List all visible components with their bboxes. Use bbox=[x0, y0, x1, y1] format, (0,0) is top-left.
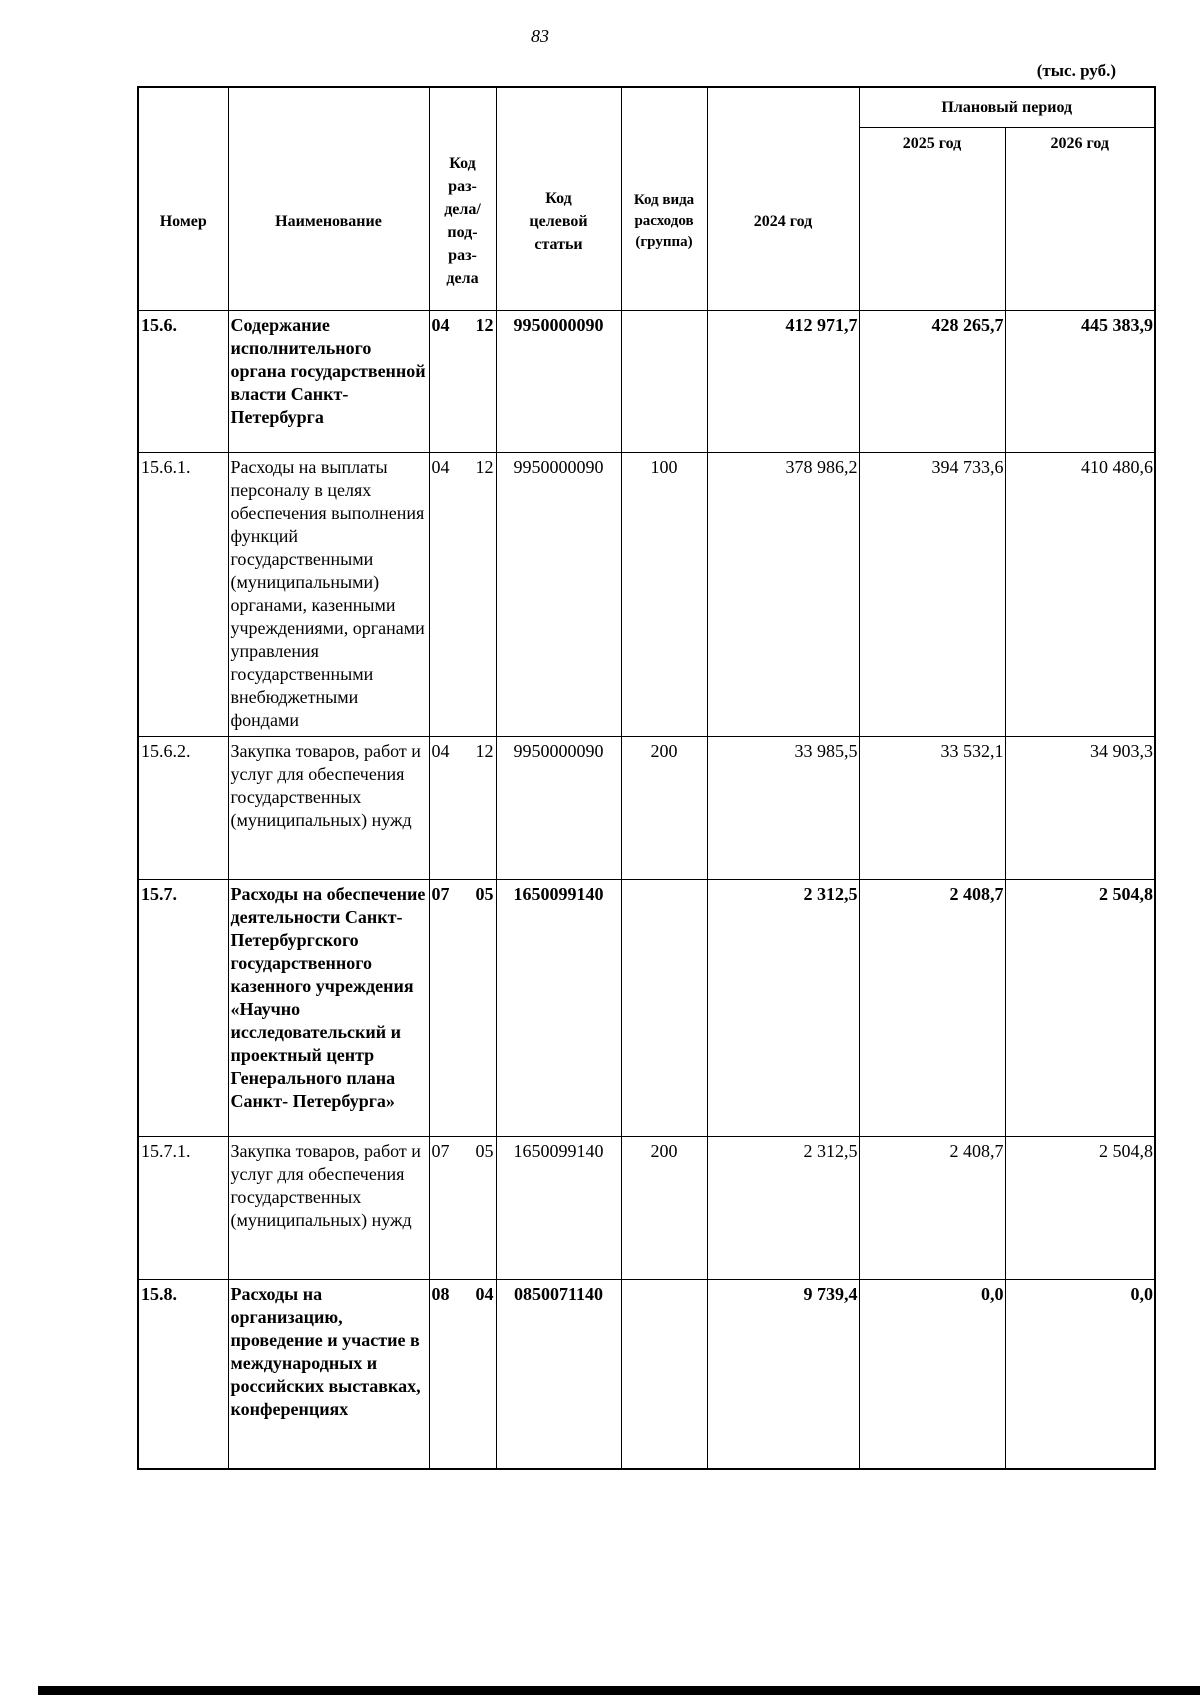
header-expense-type: Код вида расходов (группа) bbox=[621, 87, 707, 310]
section-code: 04 bbox=[431, 456, 450, 477]
subsection-code: 12 bbox=[475, 314, 494, 335]
row-amount-2024: 9 739,4 bbox=[707, 1279, 859, 1469]
header-target-code: Код целевой статьи bbox=[496, 87, 621, 310]
section-code: 04 bbox=[431, 314, 450, 335]
subsection-code: 04 bbox=[475, 1283, 494, 1304]
row-target-code: 9950000090 bbox=[496, 736, 621, 879]
row-name: Расходы на организацию, проведение и участие в международных и российских выставках, конференциях bbox=[228, 1279, 429, 1469]
row-name: Расходы на обеспечение деятельности Санкт-Петербургского государственного казенного учреждения «Научно исследовательский и проектный центр Генерального плана Санкт- Петербурга» bbox=[228, 879, 429, 1136]
row-expense-group bbox=[621, 879, 707, 1136]
table-row bbox=[138, 452, 1155, 736]
row-section bbox=[429, 310, 496, 452]
row-number: 15.6. bbox=[138, 310, 228, 452]
subsection-code: 05 bbox=[475, 1140, 494, 1161]
row-amount-2024: 2 312,5 bbox=[707, 879, 859, 1136]
row-section bbox=[429, 1279, 496, 1469]
header-year-2026: 2026 год bbox=[1005, 127, 1155, 310]
row-name: Расходы на выплаты персоналу в целях обеспечения выполнения функций государственными (муниципальными) органами, казенными учреждениями, органами управления государственными внебюджетными фондами bbox=[228, 452, 429, 736]
row-expense-group bbox=[621, 1279, 707, 1469]
row-expense-group: 200 bbox=[621, 1136, 707, 1279]
header-number: Номер bbox=[138, 87, 228, 310]
header-year-2025: 2025 год bbox=[859, 127, 1005, 310]
subsection-code: 05 bbox=[475, 883, 494, 904]
row-amount-2025: 394 733,6 bbox=[859, 452, 1005, 736]
section-code: 07 bbox=[431, 1140, 450, 1161]
header-planning-period: Плановый период bbox=[859, 87, 1155, 127]
scan-edge-bar bbox=[38, 1686, 1200, 1695]
row-target-code: 1650099140 bbox=[496, 1136, 621, 1279]
row-amount-2024: 33 985,5 bbox=[707, 736, 859, 879]
header-year-2024: 2024 год bbox=[707, 87, 859, 310]
row-target-code: 0850071140 bbox=[496, 1279, 621, 1469]
table-row bbox=[138, 879, 1155, 1136]
table-row bbox=[138, 1136, 1155, 1279]
table-row bbox=[138, 1279, 1155, 1469]
table-row bbox=[138, 310, 1155, 452]
row-amount-2026: 445 383,9 bbox=[1005, 310, 1155, 452]
table-row bbox=[138, 736, 1155, 879]
section-code: 04 bbox=[431, 740, 450, 761]
row-amount-2024: 2 312,5 bbox=[707, 1136, 859, 1279]
row-section bbox=[429, 736, 496, 879]
row-name: Закупка товаров, работ и услуг для обеспечения государственных (муниципальных) нужд bbox=[228, 1136, 429, 1279]
row-amount-2024: 412 971,7 bbox=[707, 310, 859, 452]
subsection-code: 12 bbox=[475, 456, 494, 477]
row-amount-2026: 2 504,8 bbox=[1005, 1136, 1155, 1279]
header-name: Наименование bbox=[228, 87, 429, 310]
units-label: (тыс. руб.) bbox=[1036, 61, 1116, 80]
row-number: 15.7. bbox=[138, 879, 228, 1136]
section-code: 08 bbox=[431, 1283, 450, 1304]
row-amount-2026: 34 903,3 bbox=[1005, 736, 1155, 879]
row-section bbox=[429, 879, 496, 1136]
row-number: 15.7.1. bbox=[138, 1136, 228, 1279]
row-target-code: 9950000090 bbox=[496, 310, 621, 452]
row-amount-2025: 2 408,7 bbox=[859, 1136, 1005, 1279]
header-section-code: Код раз-дела/ под-раз-дела bbox=[429, 87, 496, 310]
row-number: 15.8. bbox=[138, 1279, 228, 1469]
row-amount-2026: 0,0 bbox=[1005, 1279, 1155, 1469]
row-section bbox=[429, 1136, 496, 1279]
row-amount-2025: 2 408,7 bbox=[859, 879, 1005, 1136]
page-number: 83 bbox=[531, 26, 549, 46]
row-amount-2026: 2 504,8 bbox=[1005, 879, 1155, 1136]
row-target-code: 9950000090 bbox=[496, 452, 621, 736]
row-number: 15.6.1. bbox=[138, 452, 228, 736]
row-amount-2025: 0,0 bbox=[859, 1279, 1005, 1469]
row-expense-group: 200 bbox=[621, 736, 707, 879]
row-amount-2025: 428 265,7 bbox=[859, 310, 1005, 452]
row-target-code: 1650099140 bbox=[496, 879, 621, 1136]
row-amount-2024: 378 986,2 bbox=[707, 452, 859, 736]
section-code: 07 bbox=[431, 883, 450, 904]
row-section bbox=[429, 452, 496, 736]
row-amount-2026: 410 480,6 bbox=[1005, 452, 1155, 736]
row-amount-2025: 33 532,1 bbox=[859, 736, 1005, 879]
row-name: Содержание исполнительного органа государственной власти Санкт-Петербурга bbox=[228, 310, 429, 452]
subsection-code: 12 bbox=[475, 740, 494, 761]
row-expense-group bbox=[621, 310, 707, 452]
header-row bbox=[138, 87, 1155, 127]
row-number: 15.6.2. bbox=[138, 736, 228, 879]
row-name: Закупка товаров, работ и услуг для обеспечения государственных (муниципальных) нужд bbox=[228, 736, 429, 879]
budget-table bbox=[137, 86, 1156, 1470]
row-expense-group: 100 bbox=[621, 452, 707, 736]
